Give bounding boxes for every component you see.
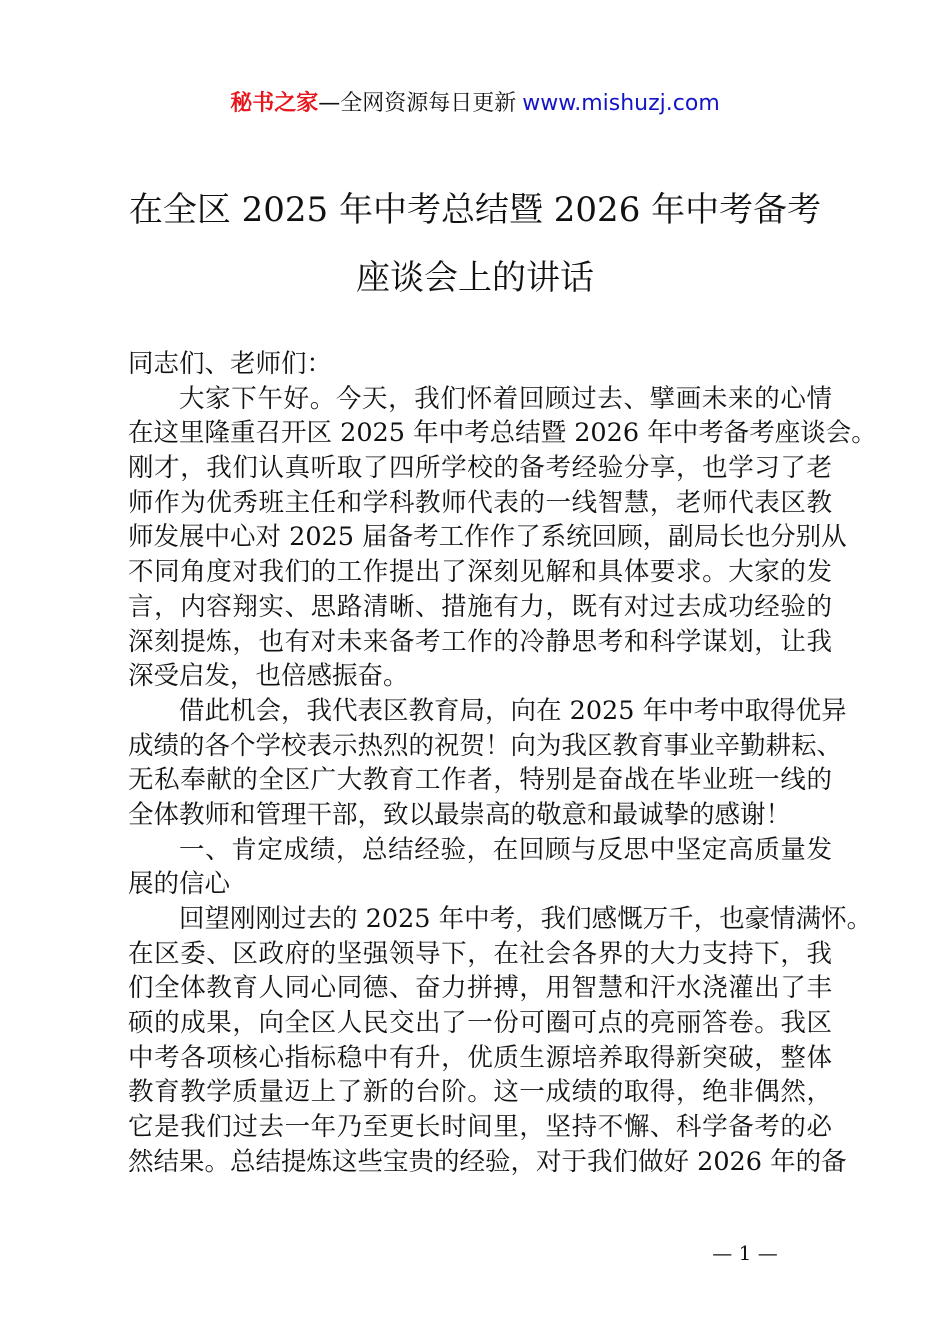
- document-body: [128, 347, 877, 1180]
- paragraph-line: 中考各项核心指标稳中有升，优质生源培养取得新突破，整体: [128, 1042, 832, 1073]
- paragraph-line: 全体教师和管理干部，致以最崇高的敬意和最诚挚的感谢！: [128, 799, 792, 830]
- paragraph-line: 借此机会，我代表区教育局，向在 2025 年中考中取得优异: [179, 695, 847, 726]
- site-banner: [0, 88, 950, 120]
- paragraph-line: 师发展中心对 2025 届备考工作作了系统回顾，副局长也分别从: [128, 522, 847, 553]
- paragraph-line: 大家下午好。今天，我们怀着回顾过去、擘画未来的心情: [179, 383, 832, 414]
- paragraph-line: 在区委、区政府的坚强领导下，在社会各界的大力支持下，我: [128, 938, 832, 969]
- paragraph-line: 然结果。总结提炼这些宝贵的经验，对于我们做好 2026 年的备: [128, 1146, 847, 1177]
- paragraph-line: 回望刚刚过去的 2025 年中考，我们感慨万千，也豪情满怀。: [179, 904, 873, 934]
- paragraph-line: 不同角度对我们的工作提出了深刻见解和具体要求。大家的发: [128, 557, 832, 588]
- paragraph-line: 们全体教育人同心同德、奋力拼搏，用智慧和汗水浇灌出了丰: [128, 973, 832, 1004]
- section-heading-line: 展的信心: [128, 869, 231, 900]
- section-heading-line: 一、肯定成绩，总结经验，在回顾与反思中坚定高质量发: [179, 834, 832, 865]
- paragraph-line: 成绩的各个学校表示热烈的祝贺！向为我区教育事业辛勤耕耘、: [128, 730, 843, 761]
- brand-name: 秘书之家: [230, 91, 319, 116]
- paragraph-line: 言，内容翔实、思路清晰、措施有力，既有对过去成功经验的: [128, 591, 832, 622]
- document-title-line-2: 座谈会上的讲话: [356, 258, 594, 298]
- paragraph-line: 硕的成果，向全区人民交出了一份可圈可点的亮丽答卷。我区: [128, 1008, 832, 1039]
- paragraph-line: 师作为优秀班主任和学科教师代表的一线智慧，老师代表区教: [128, 487, 832, 518]
- paragraph-line: 它是我们过去一年乃至更长时间里，坚持不懈、科学备考的必: [128, 1112, 832, 1143]
- salutation: 同志们、老师们：: [128, 349, 333, 379]
- paragraph-line: 刚才，我们认真听取了四所学校的备考经验分享，也学习了老: [128, 453, 832, 484]
- site-url[interactable]: www.mishuzj.com: [522, 91, 720, 116]
- document-title-line-1: 在全区 2025 年中考总结暨 2026 年中考备考: [128, 190, 822, 230]
- paragraph-line: 无私奉献的全区广大教育工作者，特别是奋战在毕业班一线的: [128, 765, 832, 796]
- paragraph-line: 深受启发，也倍感振奋。: [128, 661, 409, 692]
- paragraph-line: 在这里隆重召开区 2025 年中考总结暨 2026 年中考备考座谈会。: [128, 418, 877, 449]
- paragraph-line: 深刻提炼，也有对未来备考工作的冷静思考和科学谋划，让我: [128, 626, 832, 657]
- paragraph-line: 教育教学质量迈上了新的台阶。这一成绩的取得，绝非偶然，: [128, 1077, 832, 1108]
- page-number: — 1 —: [712, 1241, 778, 1265]
- banner-slogan: —全网资源每日更新: [318, 91, 517, 116]
